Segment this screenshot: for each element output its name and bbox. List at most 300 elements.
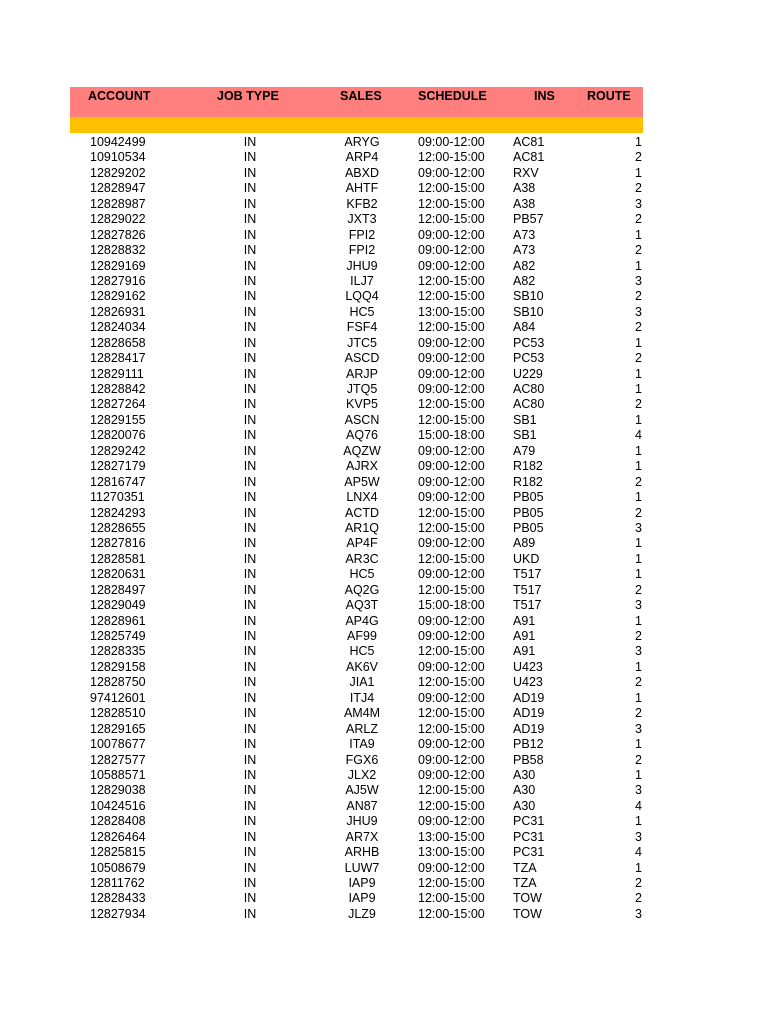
cell-route: 1 <box>635 659 642 674</box>
cell-schedule: 12:00-15:00 <box>418 412 485 427</box>
cell-ins: AC80 <box>513 382 545 396</box>
table-row <box>70 891 643 906</box>
cell-account: 12828335 <box>90 644 146 659</box>
cell-ins: R182 <box>513 474 543 489</box>
cell-ins: SB1 <box>513 412 537 427</box>
cell-account: 12826464 <box>90 829 146 844</box>
table-row <box>70 737 643 752</box>
table-row <box>70 150 643 165</box>
cell-ins: AD19 <box>513 706 545 721</box>
table-row <box>70 367 643 382</box>
cell-job-type: IN <box>243 304 257 319</box>
cell-schedule: 12:00-15:00 <box>418 582 485 597</box>
cell-account: 10508679 <box>90 860 146 875</box>
cell-route: 2 <box>635 351 642 366</box>
cell-route: 1 <box>635 814 642 829</box>
table-subheader-band <box>70 117 643 133</box>
cell-route: 1 <box>635 412 642 427</box>
cell-ins: RXV <box>513 165 539 180</box>
cell-job-type: IN <box>243 752 257 767</box>
table-row <box>70 876 643 891</box>
cell-route: 4 <box>635 798 642 813</box>
cell-sales: ASCD <box>344 351 380 366</box>
cell-ins: PB05 <box>513 505 544 520</box>
cell-sales: FSF4 <box>346 320 378 335</box>
cell-ins: A89 <box>513 536 536 551</box>
cell-account: 12829242 <box>90 443 146 458</box>
cell-account: 12828655 <box>90 520 146 535</box>
cell-route: 1 <box>635 567 642 582</box>
cell-account: 12828510 <box>90 706 146 721</box>
cell-account: 12824293 <box>90 505 146 520</box>
cell-account: 12828987 <box>90 196 146 211</box>
cell-account: 12811762 <box>90 876 145 890</box>
cell-job-type: IN <box>243 165 257 180</box>
cell-route: 1 <box>635 737 642 752</box>
cell-sales: AQ2G <box>344 582 380 597</box>
cell-schedule: 12:00-15:00 <box>418 721 485 736</box>
cell-route: 1 <box>635 551 642 566</box>
cell-ins: PC31 <box>513 814 545 829</box>
cell-schedule: 12:00-15:00 <box>418 181 485 196</box>
cell-sales: AR1Q <box>344 520 380 535</box>
cell-schedule: 15:00-18:00 <box>418 598 485 613</box>
cell-account: 12828408 <box>90 814 146 829</box>
cell-sales: ARYG <box>344 135 380 149</box>
cell-sales: LUW7 <box>344 860 380 875</box>
cell-account: 12829038 <box>90 783 146 798</box>
table-row <box>70 629 643 644</box>
table-row <box>70 722 643 737</box>
cell-job-type: IN <box>243 644 257 659</box>
cell-schedule: 09:00-12:00 <box>418 567 485 582</box>
cell-job-type: IN <box>243 906 257 921</box>
table-row <box>70 536 643 551</box>
cell-schedule: 12:00-15:00 <box>418 196 485 211</box>
cell-schedule: 12:00-15:00 <box>418 520 485 535</box>
cell-job-type: IN <box>243 798 257 813</box>
cell-account: 10942499 <box>90 135 146 149</box>
table-row <box>70 289 643 304</box>
cell-route: 2 <box>635 243 642 258</box>
table-row <box>70 799 643 814</box>
cell-schedule: 09:00-12:00 <box>418 227 485 242</box>
table-row <box>70 475 643 490</box>
cell-job-type: IN <box>243 860 257 875</box>
cell-job-type: IN <box>243 366 257 381</box>
cell-route: 2 <box>635 397 642 412</box>
cell-job-type: IN <box>243 629 257 643</box>
cell-sales: JHU9 <box>346 814 378 829</box>
cell-sales: AJRX <box>346 459 378 474</box>
cell-job-type: IN <box>243 582 257 597</box>
cell-schedule: 09:00-12:00 <box>418 243 485 258</box>
cell-account: 12828842 <box>90 382 146 396</box>
cell-job-type: IN <box>243 845 257 860</box>
cell-job-type: IN <box>243 412 257 427</box>
cell-sales: HC5 <box>349 567 375 582</box>
cell-route: 2 <box>635 891 642 906</box>
cell-account: 12828497 <box>90 582 146 597</box>
cell-account: 12828750 <box>90 675 146 690</box>
cell-ins: PC53 <box>513 351 545 366</box>
cell-ins: PB05 <box>513 490 544 505</box>
cell-schedule: 09:00-12:00 <box>418 659 485 674</box>
cell-account: 12828961 <box>90 613 146 628</box>
table-row <box>70 691 643 706</box>
cell-account: 12827934 <box>90 906 146 921</box>
cell-job-type: IN <box>243 675 257 690</box>
cell-sales: LNX4 <box>346 490 378 505</box>
cell-job-type: IN <box>243 567 257 582</box>
table-row <box>70 181 643 196</box>
cell-schedule: 12:00-15:00 <box>418 273 485 288</box>
cell-job-type: IN <box>243 135 257 149</box>
cell-schedule: 09:00-12:00 <box>418 613 485 628</box>
cell-route: 1 <box>635 135 642 149</box>
cell-job-type: IN <box>243 428 257 443</box>
cell-sales: AQ76 <box>346 428 378 443</box>
cell-schedule: 09:00-12:00 <box>418 737 485 752</box>
cell-sales: JHU9 <box>346 258 378 273</box>
cell-schedule: 09:00-12:00 <box>418 490 485 505</box>
cell-schedule: 13:00-15:00 <box>418 304 485 319</box>
cell-sales: AP4F <box>346 536 378 551</box>
cell-ins: T517 <box>513 567 542 582</box>
cell-sales: FGX6 <box>345 752 379 767</box>
cell-route: 1 <box>635 335 642 350</box>
cell-job-type: IN <box>243 783 257 798</box>
cell-schedule: 09:00-12:00 <box>418 459 485 474</box>
cell-schedule: 09:00-12:00 <box>418 474 485 489</box>
cell-route: 3 <box>635 598 642 613</box>
cell-account: 12829202 <box>90 165 146 180</box>
cell-ins: T517 <box>513 598 542 613</box>
cell-job-type: IN <box>243 273 257 288</box>
cell-job-type: IN <box>243 891 257 906</box>
cell-account: 12827179 <box>90 459 146 474</box>
table-row <box>70 506 643 521</box>
cell-ins: AD19 <box>513 690 545 705</box>
cell-account: 12825749 <box>90 629 146 643</box>
cell-schedule: 12:00-15:00 <box>418 397 485 412</box>
cell-sales: LQQ4 <box>345 289 379 304</box>
cell-route: 3 <box>635 196 642 211</box>
cell-sales: ABXD <box>344 165 380 180</box>
cell-schedule: 12:00-15:00 <box>418 798 485 813</box>
cell-sales: JTQ5 <box>346 382 378 396</box>
table-row <box>70 521 643 536</box>
cell-route: 2 <box>635 505 642 520</box>
cell-job-type: IN <box>243 721 257 736</box>
table-row <box>70 768 643 783</box>
cell-sales: AN87 <box>346 798 378 813</box>
cell-ins: AC80 <box>513 397 545 412</box>
cell-ins: A82 <box>513 273 536 288</box>
cell-job-type: IN <box>243 814 257 829</box>
cell-schedule: 09:00-12:00 <box>418 135 485 149</box>
cell-route: 3 <box>635 906 642 921</box>
cell-route: 3 <box>635 520 642 535</box>
cell-account: 10424516 <box>90 798 146 813</box>
cell-account: 12826931 <box>90 304 146 319</box>
cell-ins: PB57 <box>513 212 544 227</box>
cell-schedule: 13:00-15:00 <box>418 845 485 860</box>
table-row <box>70 660 643 675</box>
cell-schedule: 12:00-15:00 <box>418 675 485 690</box>
cell-job-type: IN <box>243 196 257 211</box>
cell-account: 12816747 <box>90 474 146 489</box>
cell-account: 12828581 <box>90 551 146 566</box>
cell-job-type: IN <box>243 443 257 458</box>
cell-sales: ARP4 <box>345 150 379 165</box>
cell-ins: AD19 <box>513 721 545 736</box>
header-ins: INS <box>534 89 555 103</box>
cell-sales: AM4M <box>343 706 381 721</box>
cell-route: 2 <box>635 289 642 304</box>
cell-schedule: 09:00-12:00 <box>418 860 485 875</box>
cell-schedule: 09:00-12:00 <box>418 351 485 366</box>
cell-schedule: 12:00-15:00 <box>418 150 485 165</box>
table-row <box>70 428 643 443</box>
cell-route: 3 <box>635 304 642 319</box>
cell-route: 1 <box>635 690 642 705</box>
cell-ins: U423 <box>513 659 543 674</box>
cell-schedule: 09:00-12:00 <box>418 165 485 180</box>
cell-sales: KVP5 <box>346 397 378 412</box>
cell-schedule: 12:00-15:00 <box>418 783 485 798</box>
cell-ins: U229 <box>513 366 543 381</box>
cell-ins: SB10 <box>513 304 544 319</box>
table-row <box>70 614 643 629</box>
cell-sales: AJ5W <box>345 783 379 798</box>
cell-job-type: IN <box>243 551 257 566</box>
cell-schedule: 12:00-15:00 <box>418 320 485 335</box>
cell-account: 12827916 <box>90 273 146 288</box>
cell-sales: AHTF <box>345 181 379 196</box>
cell-ins: AC81 <box>513 135 545 149</box>
cell-job-type: IN <box>243 335 257 350</box>
cell-route: 1 <box>635 536 642 551</box>
table-row <box>70 845 643 860</box>
cell-route: 2 <box>635 582 642 597</box>
cell-account: 12828658 <box>90 335 146 350</box>
cell-schedule: 12:00-15:00 <box>418 212 485 227</box>
cell-sales: AK6V <box>346 659 378 674</box>
cell-job-type: IN <box>243 289 257 304</box>
cell-route: 2 <box>635 876 642 890</box>
cell-route: 2 <box>635 706 642 721</box>
cell-schedule: 09:00-12:00 <box>418 690 485 705</box>
table-row <box>70 212 643 227</box>
cell-route: 2 <box>635 752 642 767</box>
table-row <box>70 598 643 613</box>
cell-sales: AP4G <box>345 613 379 628</box>
cell-ins: A79 <box>513 443 536 458</box>
cell-route: 4 <box>635 428 642 443</box>
cell-job-type: IN <box>243 598 257 613</box>
cell-schedule: 12:00-15:00 <box>418 706 485 721</box>
table-row <box>70 413 643 428</box>
table-row <box>70 228 643 243</box>
cell-account: 12829022 <box>90 212 146 227</box>
table-header <box>70 87 643 117</box>
cell-schedule: 12:00-15:00 <box>418 289 485 304</box>
cell-job-type: IN <box>243 829 257 844</box>
cell-sales: AR3C <box>345 551 379 566</box>
cell-schedule: 09:00-12:00 <box>418 335 485 350</box>
cell-account: 10910534 <box>90 150 146 165</box>
cell-account: 97412601 <box>90 690 146 705</box>
cell-schedule: 09:00-12:00 <box>418 752 485 767</box>
cell-job-type: IN <box>243 737 257 752</box>
header-job-type: JOB TYPE <box>217 89 279 103</box>
cell-sales: KFB2 <box>346 196 378 211</box>
cell-sales: ILJ7 <box>350 273 374 288</box>
cell-sales: ITA9 <box>349 737 375 752</box>
table-row <box>70 830 643 845</box>
cell-ins: PB58 <box>513 752 544 767</box>
cell-account: 11270351 <box>90 490 145 505</box>
table-row <box>70 583 643 598</box>
table-row <box>70 459 643 474</box>
cell-sales: IAP9 <box>348 876 376 890</box>
cell-job-type: IN <box>243 320 257 335</box>
cell-job-type: IN <box>243 767 257 782</box>
cell-account: 10588571 <box>90 767 146 782</box>
cell-job-type: IN <box>243 520 257 535</box>
header-account: ACCOUNT <box>88 89 151 103</box>
cell-route: 1 <box>635 165 642 180</box>
cell-ins: A30 <box>513 783 536 798</box>
header-sales: SALES <box>340 89 382 103</box>
cell-sales: AQ3T <box>345 598 379 613</box>
cell-route: 3 <box>635 721 642 736</box>
cell-account: 12825815 <box>90 845 146 860</box>
cell-account: 12828947 <box>90 181 146 196</box>
table-row <box>70 490 643 505</box>
cell-ins: U423 <box>513 675 543 690</box>
cell-ins: A91 <box>513 629 536 643</box>
cell-job-type: IN <box>243 227 257 242</box>
cell-job-type: IN <box>243 613 257 628</box>
cell-job-type: IN <box>243 536 257 551</box>
cell-ins: A91 <box>513 613 536 628</box>
cell-route: 1 <box>635 613 642 628</box>
cell-account: 12828417 <box>90 351 146 366</box>
cell-job-type: IN <box>243 505 257 520</box>
cell-sales: IAP9 <box>348 891 376 906</box>
cell-account: 12827577 <box>90 752 146 767</box>
cell-ins: TZA <box>513 876 537 890</box>
cell-sales: ARLZ <box>346 721 378 736</box>
cell-route: 2 <box>635 675 642 690</box>
cell-account: 12827264 <box>90 397 146 412</box>
table-row <box>70 336 643 351</box>
cell-schedule: 09:00-12:00 <box>418 536 485 551</box>
cell-route: 1 <box>635 366 642 381</box>
cell-schedule: 15:00-18:00 <box>418 428 485 443</box>
cell-sales: ACTD <box>344 505 380 520</box>
cell-job-type: IN <box>243 382 257 396</box>
cell-route: 2 <box>635 320 642 335</box>
cell-schedule: 09:00-12:00 <box>418 366 485 381</box>
cell-route: 2 <box>635 150 642 165</box>
table-row <box>70 907 643 922</box>
table-row <box>70 351 643 366</box>
cell-job-type: IN <box>243 150 257 165</box>
cell-sales: JLX2 <box>347 767 377 782</box>
cell-ins: UKD <box>513 551 540 566</box>
cell-account: 12824034 <box>90 320 146 335</box>
cell-route: 2 <box>635 474 642 489</box>
table-row <box>70 753 643 768</box>
cell-schedule: 09:00-12:00 <box>418 443 485 458</box>
header-route: ROUTE <box>587 89 631 103</box>
cell-job-type: IN <box>243 690 257 705</box>
cell-route: 1 <box>635 443 642 458</box>
cell-ins: A82 <box>513 258 536 273</box>
cell-sales: ARHB <box>344 845 380 860</box>
cell-account: 12829049 <box>90 598 146 613</box>
cell-ins: PC31 <box>513 829 545 844</box>
cell-ins: A30 <box>513 798 536 813</box>
cell-job-type: IN <box>243 659 257 674</box>
cell-schedule: 12:00-15:00 <box>418 891 485 906</box>
cell-job-type: IN <box>243 474 257 489</box>
cell-route: 1 <box>635 860 642 875</box>
cell-sales: JXT3 <box>347 212 377 227</box>
cell-ins: PB12 <box>513 737 544 752</box>
cell-route: 2 <box>635 629 642 643</box>
table-row <box>70 397 643 412</box>
cell-ins: A73 <box>513 243 536 258</box>
cell-route: 1 <box>635 490 642 505</box>
table-row <box>70 197 643 212</box>
cell-sales: ARJP <box>346 366 378 381</box>
cell-account: 12829169 <box>90 258 146 273</box>
cell-account: 12829162 <box>90 289 146 304</box>
cell-sales: JIA1 <box>349 675 375 690</box>
cell-schedule: 12:00-15:00 <box>418 644 485 659</box>
cell-sales: AQZW <box>343 443 381 458</box>
table-row <box>70 644 643 659</box>
cell-job-type: IN <box>243 212 257 227</box>
cell-route: 2 <box>635 212 642 227</box>
table-row <box>70 320 643 335</box>
cell-route: 3 <box>635 273 642 288</box>
cell-ins: R182 <box>513 459 543 474</box>
table-row <box>70 861 643 876</box>
cell-sales: ASCN <box>344 412 380 427</box>
cell-ins: PB05 <box>513 520 544 535</box>
cell-job-type: IN <box>243 351 257 366</box>
cell-ins: PC53 <box>513 335 545 350</box>
cell-schedule: 12:00-15:00 <box>418 906 485 921</box>
table-row <box>70 706 643 721</box>
cell-account: 12828433 <box>90 891 146 906</box>
cell-job-type: IN <box>243 397 257 412</box>
cell-job-type: IN <box>243 876 257 890</box>
cell-account: 12829111 <box>90 366 144 381</box>
cell-account: 12827826 <box>90 227 146 242</box>
cell-schedule: 09:00-12:00 <box>418 814 485 829</box>
cell-ins: SB10 <box>513 289 544 304</box>
cell-ins: AC81 <box>513 150 545 165</box>
cell-ins: TOW <box>513 906 542 921</box>
cell-account: 12828832 <box>90 243 146 258</box>
table-row <box>70 552 643 567</box>
